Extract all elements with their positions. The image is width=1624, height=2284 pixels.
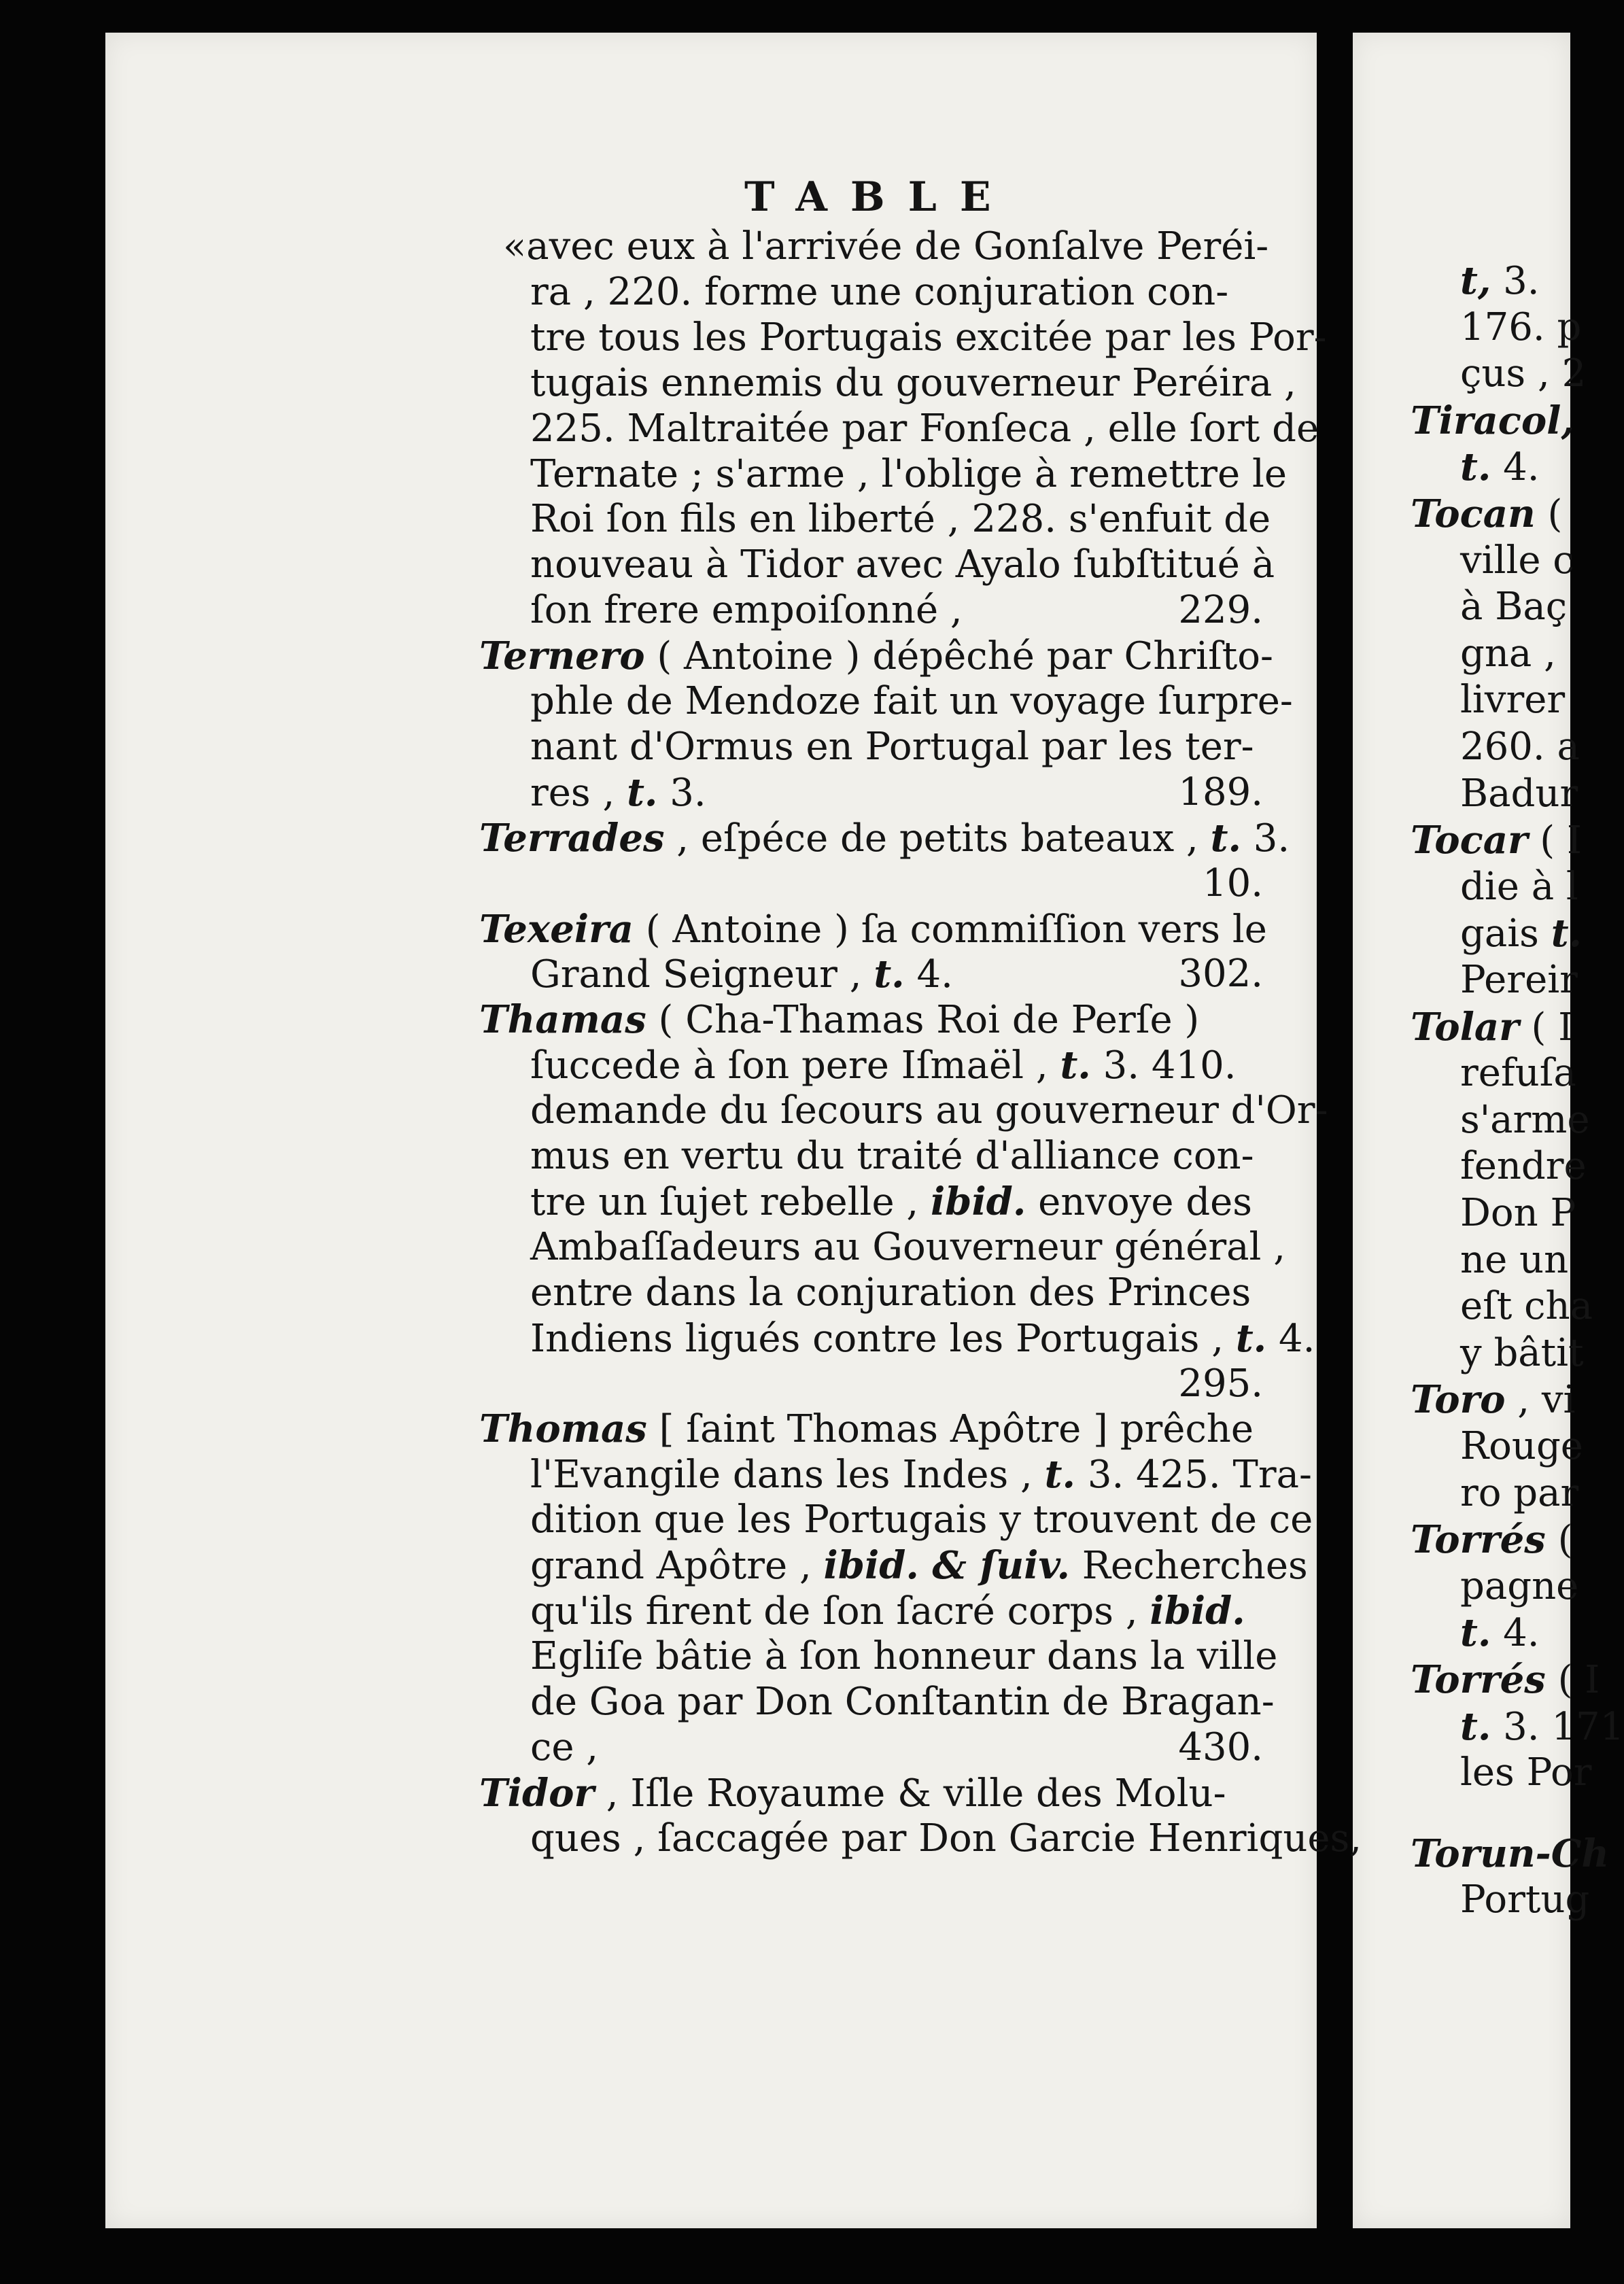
entry-text: livrer [1460, 678, 1566, 723]
italic-reference: Tiracol, [1411, 398, 1574, 443]
entry-text: refuſa [1460, 1051, 1576, 1096]
entry-headword: Thomas [479, 1406, 647, 1452]
index-entry-line [530, 1179, 1252, 1225]
index-entry-line [530, 1634, 1277, 1679]
page-reference-number: 430. [1178, 1725, 1263, 1769]
index-entry-headword-line [479, 1406, 1254, 1452]
cropped-entry-line [1460, 772, 1578, 816]
entry-text: 3. 410. [1090, 1043, 1237, 1088]
entry-text: 4. [1266, 1316, 1315, 1361]
italic-reference: t. [1551, 911, 1583, 956]
entry-text: ( [1535, 492, 1563, 536]
entry-text: de Goa par Don Conſtantin de Bragan- [530, 1679, 1275, 1724]
cropped-entry-line [1460, 865, 1578, 910]
entry-text: mus en vertu du traité d'alliance con- [530, 1134, 1254, 1178]
index-entry-headword-line [479, 997, 1199, 1043]
entry-text: eſt cha [1460, 1284, 1593, 1329]
index-entry-line [530, 1452, 1312, 1498]
entry-text: 260. a [1460, 725, 1580, 769]
italic-reference: t. [1235, 1315, 1267, 1361]
index-entry-line [530, 315, 1327, 360]
entry-text: 4. [1491, 445, 1540, 490]
italic-reference: t. [1210, 815, 1241, 861]
entry-text: 3. 171 [1491, 1704, 1624, 1749]
entry-text: ques , ſaccagée par Don Garcie Henriques, [530, 1816, 1362, 1861]
entry-text: ne un [1460, 1237, 1569, 1282]
cropped-entry-line [1460, 1878, 1589, 1922]
entry-text: [ ſaint Thomas Apôtre ] prêche [646, 1407, 1254, 1452]
italic-reference: t. [1460, 1610, 1491, 1656]
entry-headword: Thamas [479, 997, 646, 1043]
entry-text: 3. [1491, 259, 1540, 303]
index-entry-line [530, 952, 953, 997]
cropped-entry-line [1460, 538, 1574, 583]
entry-text: 3. 425. Tra- [1075, 1453, 1312, 1498]
index-entry-line [530, 361, 1296, 406]
italic-reference: Toro [1411, 1377, 1506, 1423]
cropped-entry-line [1411, 1657, 1600, 1703]
cropped-entry-line [1411, 1517, 1572, 1563]
entry-text: 4. [904, 952, 953, 997]
italic-reference: t. [1060, 1043, 1091, 1088]
cropped-entry-line [1460, 631, 1556, 676]
index-entry-line [530, 1270, 1251, 1315]
cropped-entry-line [1411, 1831, 1609, 1877]
entry-text: les Por [1460, 1750, 1592, 1795]
cropped-entry-line [1460, 1051, 1576, 1096]
entry-text: Ternate ; s'arme , l'oblige à remettre le [530, 451, 1287, 496]
entry-text: ( Antoine ) ſa commiſſion vers le [633, 907, 1267, 952]
index-entry-line [503, 224, 1268, 269]
index-entry-headword-line [479, 634, 1273, 679]
index-entry-line [530, 770, 706, 816]
entry-text: 176. p [1460, 305, 1582, 349]
entry-text: çus , 2 [1460, 351, 1587, 396]
cropped-entry-line [1460, 1610, 1540, 1656]
entry-text: qu'ils firent de ſon ſacré corps , [530, 1589, 1150, 1633]
italic-reference: t, [1460, 258, 1491, 303]
entry-text: ſon frere empoiſonné , [530, 588, 963, 633]
index-entry-line [530, 542, 1275, 587]
index-entry-headword-line [479, 816, 1290, 861]
cropped-entry-line [1411, 1377, 1575, 1423]
entry-text: tugais ennemis du gouverneur Peréira , [530, 360, 1296, 405]
entry-text: grand Apôtre , [530, 1544, 824, 1589]
cropped-entry-line [1411, 818, 1582, 863]
italic-reference: Torrés [1411, 1517, 1546, 1563]
entry-text: ( I [1527, 818, 1583, 863]
index-entry-line [530, 1043, 1237, 1088]
entry-text: gna , [1460, 631, 1556, 676]
entry-text: 225. Maltraitée par Fonſeca , elle ſort de [530, 406, 1319, 451]
entry-text: y bâtit [1460, 1330, 1584, 1375]
index-entry-line [530, 1680, 1275, 1725]
index-entry-line [530, 1225, 1285, 1270]
index-entry-line [530, 1589, 1245, 1634]
entry-text: Ambaſſadeurs au Gouverneur général , [530, 1224, 1286, 1269]
entry-text: ra , 220. forme une conjuration con- [530, 269, 1229, 314]
italic-reference: t. [1044, 1452, 1076, 1498]
entry-text: pagne [1460, 1563, 1579, 1608]
index-entry-line [530, 406, 1319, 451]
entry-text: ſuccede à ſon pere Iſmaël , [530, 1043, 1060, 1088]
entry-text: envoye des [1026, 1179, 1253, 1224]
index-entry-line [530, 679, 1293, 724]
entry-text: Egliſe bâtie à ſon honneur dans la ville [530, 1633, 1278, 1678]
entry-text: Roi ſon fils en liberté , 228. s'enfuit de [530, 497, 1271, 542]
index-entry-line [530, 1088, 1328, 1133]
entry-text: Badur [1460, 771, 1578, 816]
cropped-entry-line [1460, 1471, 1578, 1516]
italic-reference: ibid. [1150, 1589, 1245, 1633]
index-entry-line [530, 1816, 1362, 1861]
index-entry-line [530, 452, 1287, 497]
entry-text: ( I [1519, 1005, 1574, 1050]
page-reference-number: 302. [1178, 952, 1263, 997]
entry-text: à Baç [1460, 585, 1568, 629]
cropped-entry-line [1460, 725, 1580, 769]
page-reference-number: 229. [1178, 588, 1263, 633]
italic-reference: Torun-Ch [1411, 1831, 1610, 1876]
italic-reference: ibid. & ſuiv. [823, 1543, 1070, 1589]
cropped-entry-line [1460, 1144, 1587, 1189]
entry-text: demande du ſecours au gouverneur d'Or- [530, 1088, 1328, 1133]
entry-text: , vi [1505, 1378, 1576, 1423]
entry-text: ( I [1545, 1658, 1600, 1702]
cropped-entry-line [1460, 1750, 1591, 1795]
entry-headword: Ternero [479, 634, 645, 679]
entry-text: dition que les Portugais y trouvent de ce [530, 1498, 1313, 1542]
italic-reference: t. [627, 769, 658, 815]
italic-reference: Torrés [1411, 1657, 1546, 1702]
page-heading: TABLE [744, 173, 1014, 221]
entry-text: ( [1545, 1518, 1573, 1563]
page-reference-number: 189. [1178, 769, 1263, 814]
entry-headword: Texeira [479, 906, 634, 952]
cropped-entry-line [1460, 1331, 1584, 1376]
index-entry-line [530, 725, 1254, 769]
entry-text: tre un ſujet rebelle , [530, 1179, 931, 1224]
italic-reference: Tocan [1411, 491, 1536, 536]
entry-text: ( Cha-Thamas Roi de Perſe ) [646, 998, 1200, 1043]
entry-text: nant d'Ormus en Portugal par les ter- [530, 724, 1254, 769]
cropped-entry-line [1460, 958, 1578, 1003]
cropped-entry-line [1460, 305, 1581, 350]
cropped-entry-line [1460, 351, 1586, 396]
index-entry-line [530, 497, 1271, 542]
index-entry-headword-line [479, 907, 1267, 952]
index-entry-line [530, 1498, 1313, 1542]
italic-reference: t. [1460, 1703, 1491, 1749]
cropped-entry-line [1460, 1238, 1568, 1283]
entry-text: Grand Seigneur , [530, 952, 874, 997]
entry-text: l'Evangile dans les Indes , [530, 1453, 1045, 1498]
entry-text: ( Antoine ) dépêché par Chriſto- [644, 634, 1273, 679]
entry-text: Rouge [1460, 1424, 1583, 1468]
entry-text: gais [1460, 912, 1551, 956]
entry-text: ce , [530, 1725, 599, 1769]
entry-text: , eſpéce de petits bateaux , [664, 816, 1211, 861]
italic-reference: Tocar [1411, 818, 1528, 863]
entry-text: «avec eux à l'arrivée de Gonſalve Peréi- [503, 224, 1269, 269]
cropped-entry-line [1460, 911, 1582, 956]
entry-text: Don P [1460, 1191, 1576, 1235]
cropped-entry-line [1460, 1704, 1624, 1750]
index-entry-line [530, 588, 963, 633]
cropped-entry-line [1460, 1191, 1576, 1236]
cropped-entry-line [1411, 398, 1574, 444]
entry-text: Indiens ligués contre les Portugais , [530, 1316, 1236, 1361]
page-reference-number: 295. [1178, 1361, 1263, 1406]
entry-text: tre tous les Portugais excitée par les Por- [530, 315, 1327, 360]
index-entry-line [530, 1543, 1308, 1589]
entry-headword: Terrades [479, 815, 665, 861]
cropped-entry-line [1411, 491, 1562, 537]
cropped-entry-line [1460, 1284, 1593, 1329]
entry-headword: Tidor [479, 1770, 594, 1816]
index-entry-headword-line [479, 1771, 1226, 1816]
entry-text: ville c [1460, 538, 1574, 583]
index-entry-line [530, 1725, 598, 1770]
entry-text: Recherches [1069, 1544, 1308, 1589]
entry-text: die à l [1460, 864, 1578, 909]
entry-text: fendre [1460, 1144, 1587, 1189]
italic-reference: t. [1460, 445, 1491, 490]
entry-text: Portug [1460, 1878, 1590, 1922]
index-entry-line [530, 270, 1228, 315]
entry-text: 3. [1241, 816, 1290, 861]
cropped-entry-line [1460, 445, 1540, 490]
index-entry-line [530, 1134, 1254, 1179]
italic-reference: Tolar [1411, 1004, 1519, 1050]
cropped-entry-line [1460, 1564, 1578, 1609]
page-reference-number: 10. [1202, 861, 1263, 905]
entry-text: phle de Mendoze fait un voyage ſurpre- [530, 679, 1293, 723]
entry-text: res , [530, 770, 627, 815]
entry-text: 3. [657, 770, 706, 815]
entry-text: , Iſle Royaume & ville des Molu- [593, 1771, 1226, 1816]
entry-text: Pereir [1460, 958, 1578, 1002]
italic-reference: ibid. [931, 1179, 1026, 1224]
cropped-entry-line [1411, 1005, 1573, 1050]
entry-text: nouveau à Tidor avec Ayalo ſubſtitué à [530, 542, 1275, 587]
entry-text: 4. [1491, 1611, 1540, 1656]
cropped-entry-line [1460, 1424, 1583, 1469]
cropped-entry-line [1460, 678, 1565, 723]
entry-text: s'arme [1460, 1097, 1590, 1142]
cropped-entry-line [1460, 1098, 1590, 1143]
entry-text: entre dans la conjuration des Princes [530, 1270, 1251, 1315]
cropped-entry-line [1460, 258, 1540, 304]
italic-reference: t. [874, 952, 905, 997]
entry-text: ro par [1460, 1470, 1579, 1515]
index-entry-line [530, 1316, 1315, 1362]
cropped-entry-line [1460, 585, 1567, 629]
